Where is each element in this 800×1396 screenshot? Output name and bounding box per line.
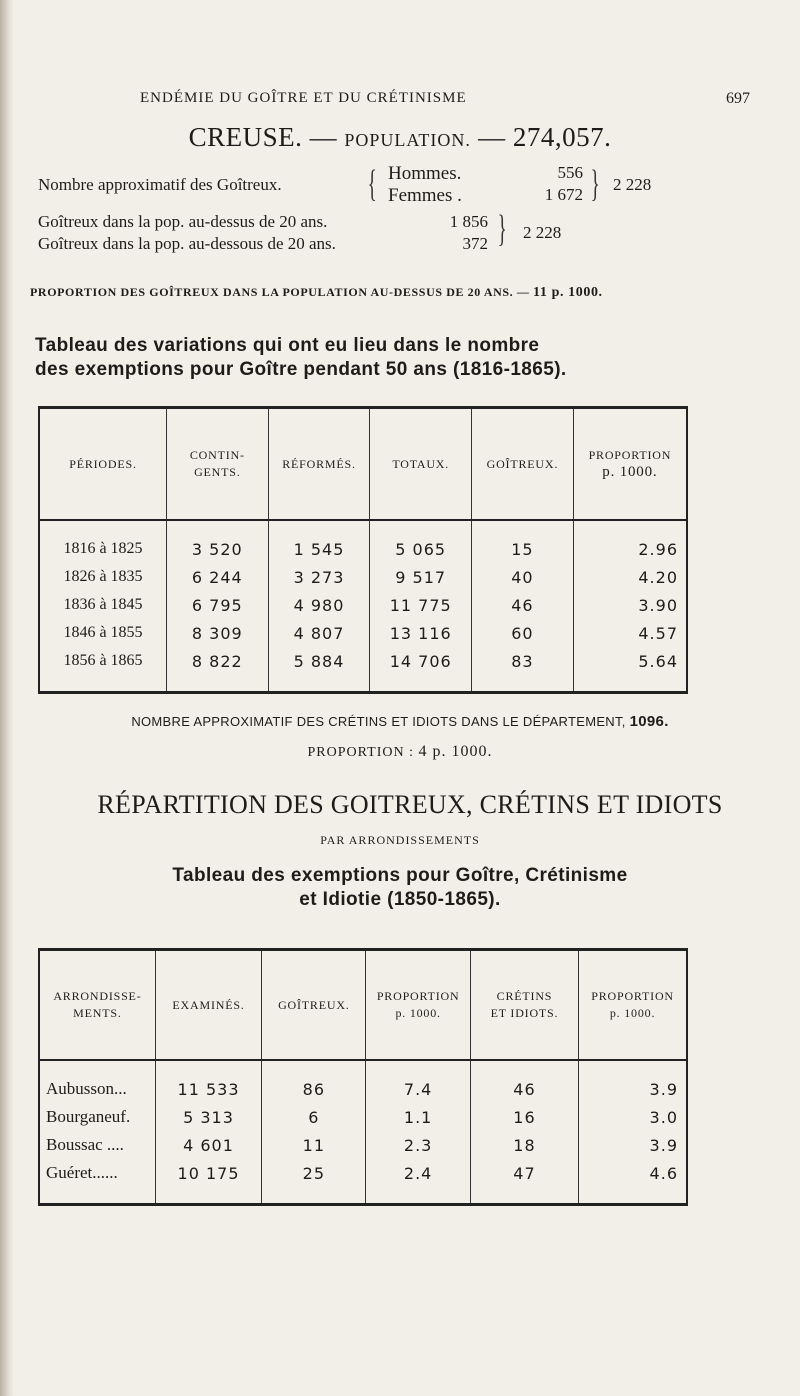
cell-cretins: 46 [470, 1060, 578, 1103]
cell-examines: 10 175 [155, 1159, 261, 1205]
age-split-total: 2 228 [523, 223, 562, 242]
cell-proportion-2: 3.9 [579, 1131, 687, 1159]
header-periods: PÉRIODES. [39, 408, 167, 521]
cell-proportion: 7.4 [366, 1060, 470, 1103]
cell-proportion: 1.1 [366, 1103, 470, 1131]
population-value: 274,057. [512, 122, 612, 152]
department-heading [30, 122, 770, 153]
cell-goitreux: 40 [472, 563, 574, 591]
table-row [39, 1060, 687, 1103]
table-row [39, 1131, 687, 1159]
running-head-title: ENDÉMIE DU GOÎTRE ET DU CRÉTINISME [140, 90, 467, 106]
cell-examines: 4 601 [155, 1131, 261, 1159]
header-contingents [167, 408, 269, 521]
table-row [39, 591, 687, 619]
cretins-count-value: 1096. [629, 713, 669, 730]
cell-proportion: 2.3 [366, 1131, 470, 1159]
cell-reformes: 4 980 [268, 591, 370, 619]
cell-reformes: 4 807 [268, 619, 370, 647]
heading-dash: — [478, 122, 506, 152]
cell-contingents: 6 795 [167, 591, 269, 619]
women-label: Femmes . [388, 185, 462, 206]
goitreux-proportion [30, 285, 770, 301]
table2-title-line1: Tableau des exemptions pour Goître, Crétinisme [172, 865, 628, 886]
proportion-value: 11 p. 1000. [533, 285, 603, 300]
table-row [39, 520, 687, 563]
cell-examines: 11 533 [155, 1060, 261, 1103]
header-totaux: TOTAUX. [370, 408, 472, 521]
cell-period: 1856 à 1865 [39, 647, 167, 693]
right-brace: } [497, 208, 507, 250]
header-line: PROPORTION [376, 989, 460, 1003]
cell-goitreux: 6 [262, 1103, 366, 1131]
table2-title-line2: et Idiotie (1850-1865). [299, 889, 501, 910]
table-row [39, 647, 687, 693]
men-label: Hommes. [388, 163, 462, 184]
table-row [39, 1159, 687, 1205]
header-goitreux: GOÎTREUX. [472, 408, 574, 521]
header-line: PROPORTION [591, 989, 674, 1003]
cell-period: 1836 à 1845 [39, 591, 167, 619]
estimate-total: 2 228 [613, 175, 652, 194]
population-label: POPULATION. [344, 130, 471, 150]
cell-goitreux: 11 [262, 1131, 366, 1159]
cell-totaux: 11 775 [370, 591, 472, 619]
exemptions-table [38, 406, 688, 694]
cell-goitreux: 83 [472, 647, 574, 693]
repartition-subtitle: PAR ARRONDISSEMENTS [320, 833, 480, 847]
women-value: 1 672 [544, 185, 583, 204]
cell-proportion: 4.57 [573, 619, 687, 647]
cell-proportion-2: 3.9 [579, 1060, 687, 1103]
header-line: MENTS. [73, 1006, 122, 1020]
header-proportion [573, 408, 687, 521]
table-row [39, 1103, 687, 1131]
arrondissements-table [38, 948, 688, 1206]
cell-totaux: 9 517 [370, 563, 472, 591]
cell-cretins: 16 [470, 1103, 578, 1131]
header-proportion-2 [579, 950, 687, 1061]
cell-proportion: 4.20 [573, 563, 687, 591]
cell-reformes: 1 545 [268, 520, 370, 563]
department-name: CREUSE. [188, 122, 303, 152]
cretins-proportion [30, 743, 770, 761]
cell-period: 1826 à 1835 [39, 563, 167, 591]
estimate-label: Nombre approximatif des Goîtreux. [38, 175, 282, 194]
cell-totaux: 14 706 [370, 647, 472, 693]
header-reformes: RÉFORMÉS. [268, 408, 370, 521]
cell-arrondissement: Bourganeuf. [39, 1103, 155, 1131]
cell-examines: 5 313 [155, 1103, 261, 1131]
cell-cretins: 47 [470, 1159, 578, 1205]
table2-title [30, 864, 770, 912]
left-brace: { [367, 163, 377, 205]
cell-goitreux: 60 [472, 619, 574, 647]
header-arrondissements [39, 950, 155, 1061]
table1-title-line1: Tableau des variations qui ont eu lieu dans le nombre [35, 335, 540, 356]
header-line: PROPORTION [588, 448, 672, 462]
cell-reformes: 5 884 [268, 647, 370, 693]
cretins-count [30, 713, 770, 730]
document-page [30, 0, 770, 1396]
header-proportion [366, 950, 470, 1061]
header-line: p. 1000. [395, 1006, 441, 1020]
header-line: ARRONDISSE- [53, 989, 142, 1003]
header-goitreux: GOÎTREUX. [262, 950, 366, 1061]
header-line: CONTIN- [189, 448, 245, 462]
table-row [39, 563, 687, 591]
cell-totaux: 13 116 [370, 619, 472, 647]
header-line: ET IDIOTS. [490, 1006, 559, 1020]
cell-contingents: 6 244 [167, 563, 269, 591]
header-line: CRÉTINS [496, 989, 553, 1003]
cell-arrondissement: Boussac .... [39, 1131, 155, 1159]
cretins-proportion-label: PROPORTION : [307, 745, 414, 760]
cell-proportion: 5.64 [573, 647, 687, 693]
cell-period: 1846 à 1855 [39, 619, 167, 647]
cell-goitreux: 25 [262, 1159, 366, 1205]
cell-period: 1816 à 1825 [39, 520, 167, 563]
age-split [38, 208, 763, 262]
table1-title [30, 334, 770, 382]
over20-label: Goîtreux dans la pop. au-dessus de 20 ans. [38, 212, 328, 231]
header-examines: EXAMINÉS. [155, 950, 261, 1061]
proportion-label: PROPORTION DES GOÎTREUX DANS LA POPULATION AU-DESSUS DE 20 ANS. — [30, 285, 530, 299]
cell-contingents: 3 520 [167, 520, 269, 563]
header-line: p. 1000. [609, 1006, 656, 1020]
cell-proportion: 2.4 [366, 1159, 470, 1205]
cell-goitreux: 86 [262, 1060, 366, 1103]
table-header-row [39, 408, 687, 521]
cretins-count-label: NOMBRE APPROXIMATIF DES CRÉTINS ET IDIOTS DANS LE DÉPARTEMENT, [131, 714, 626, 729]
running-head [140, 90, 750, 110]
repartition-title: RÉPARTITION DES GOITREUX, CRÉTINS ET IDIOTS [97, 790, 723, 819]
table1-title-line2: des exemptions pour Goître pendant 50 ans (1816-1865). [35, 359, 567, 380]
cell-totaux: 5 065 [370, 520, 472, 563]
cretins-proportion-value: 4 p. 1000. [418, 743, 493, 760]
cell-contingents: 8 822 [167, 647, 269, 693]
over20-value: 1 856 [449, 212, 488, 231]
cell-arrondissement: Guéret...... [39, 1159, 155, 1205]
header-line: GENTS. [194, 465, 241, 479]
cell-contingents: 8 309 [167, 619, 269, 647]
under20-label: Goîtreux dans la pop. au-dessous de 20 ans. [38, 234, 336, 253]
cell-goitreux: 15 [472, 520, 574, 563]
right-brace: } [590, 163, 600, 205]
cell-reformes: 3 273 [268, 563, 370, 591]
page-binding-edge [0, 0, 14, 1396]
cell-proportion-2: 3.0 [579, 1103, 687, 1131]
cell-proportion-2: 4.6 [579, 1159, 687, 1205]
cell-proportion: 2.96 [573, 520, 687, 563]
table-row [39, 619, 687, 647]
under20-value: 372 [462, 234, 488, 253]
men-value: 556 [557, 163, 583, 182]
cell-cretins: 18 [470, 1131, 578, 1159]
cell-goitreux: 46 [472, 591, 574, 619]
cell-arrondissement: Aubusson... [39, 1060, 155, 1103]
header-cretins [470, 950, 578, 1061]
cell-proportion: 3.90 [573, 591, 687, 619]
header-line: p. 1000. [602, 464, 658, 480]
page-number: 697 [726, 90, 750, 107]
table-header-row [39, 950, 687, 1061]
heading-dash: — [309, 122, 338, 152]
